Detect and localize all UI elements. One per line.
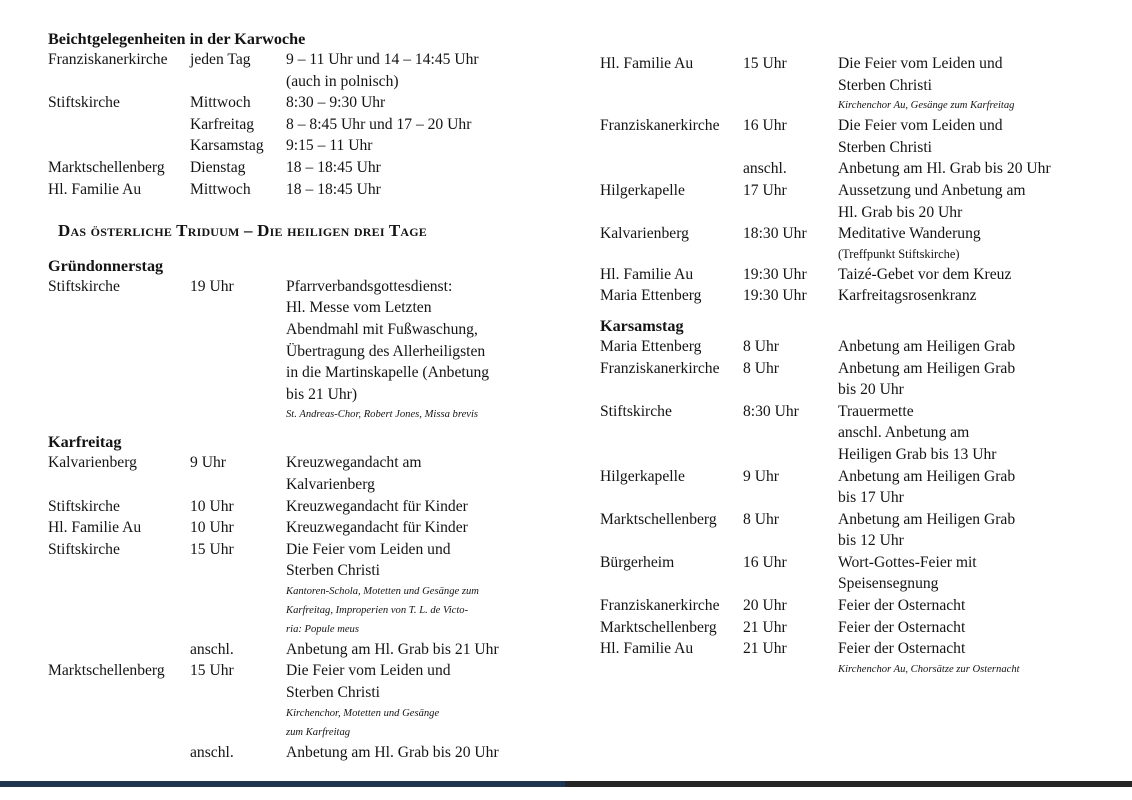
time: 16 Uhr [743,117,787,135]
schedule-row [600,617,1120,639]
time: 9 Uhr [190,454,226,472]
location: Stiftskirche [48,540,120,558]
description-line: Abendmahl mit Fußwaschung, [286,320,478,338]
location: Marktschellenberg [48,158,165,176]
description [286,179,546,201]
schedule-row [48,114,548,136]
description [286,639,546,661]
time: Karsamstag [190,137,264,155]
schedule-row [48,92,548,114]
description [838,617,1118,639]
location [48,742,190,764]
description-line: Die Feier vom Leiden und [838,55,1003,72]
description-line: bis 17 Uhr [838,489,904,507]
time: 8 Uhr [743,337,779,355]
time: 8 Uhr [743,510,779,528]
description-line: (auch in polnisch) [286,72,399,90]
description-line: Anbetung am Hl. Grab bis 20 Uhr [838,160,1051,178]
location: Stiftskirche [48,277,120,295]
time: 21 Uhr [743,618,787,636]
schedule-row [600,358,1120,401]
time: 10 Uhr [190,519,234,537]
location: Franziskanerkirche [600,359,720,377]
description [838,336,1118,358]
location: Kalvarienberg [48,454,137,472]
location: Kalvarienberg [600,225,689,243]
gruendonnerstag-schedule [48,276,548,425]
schedule-row [600,509,1120,552]
location [600,158,743,180]
description [838,509,1118,552]
description [286,135,546,157]
time: jeden Tag [190,51,251,68]
description-line: bis 12 Uhr [838,532,904,550]
description [838,638,1118,679]
description-line: Sterben Christi [286,562,380,580]
location: Marktschellenberg [600,618,717,636]
location: Stiftskirche [48,497,120,515]
schedule-row [48,276,548,425]
music-note: Karfreitag, Improperien von T. L. de Victo- [286,604,469,616]
location: Maria Ettenberg [600,337,702,355]
schedule-row [48,452,548,495]
description [838,552,1118,595]
description [286,49,546,92]
description-line: Feier der Osternacht [838,618,966,636]
time: 15 Uhr [190,662,234,680]
schedule-row [600,223,1120,264]
description [838,158,1118,180]
description [286,157,546,179]
music-note: Kirchenchor, Motetten und Gesänge [286,707,440,719]
right-column [600,0,1120,679]
description-line: Pfarrverbandsgottesdienst: [286,277,453,295]
time: Mittwoch [190,180,251,198]
confession-heading: Beichtgelegenheiten in der Karwoche [48,30,306,48]
footer-bar-right [565,781,1132,787]
schedule-row [48,135,548,157]
footer-bar-left [0,781,565,787]
location: Hl. Familie Au [600,265,694,283]
description-line: Sterben Christi [838,76,932,94]
schedule-row [48,157,548,179]
description [286,452,546,495]
schedule-row [600,180,1120,223]
description-line: Feier der Osternacht [838,640,966,658]
time: 10 Uhr [190,497,234,515]
location: Hl. Familie Au [600,55,694,72]
time: 8:30 Uhr [743,402,799,420]
schedule-row [48,660,548,741]
schedule-row [600,595,1120,617]
description [838,401,1118,466]
description [838,223,1118,264]
time: 17 Uhr [743,181,787,199]
description [286,742,546,764]
description-line: Karfreitagsrosenkranz [838,287,977,305]
time: Karfreitag [190,115,255,133]
description [838,115,1118,158]
schedule-row [600,336,1120,358]
description-line: Kreuzwegandacht für Kinder [286,519,468,537]
location: Hl. Familie Au [600,640,694,658]
description-line: Die Feier vom Leiden und [286,540,451,558]
description-line: Die Feier vom Leiden und [838,117,1003,135]
location: Marktschellenberg [600,510,717,528]
description-line: Kreuzwegandacht für Kinder [286,497,468,515]
time: anschl. [190,743,234,761]
description-line: Aussetzung und Anbetung am [838,181,1026,199]
time: 15 Uhr [190,540,234,558]
description [286,660,546,741]
description-line: Anbetung am Heiligen Grab [838,337,1016,355]
description-line: Anbetung am Heiligen Grab [838,467,1016,485]
location [48,114,190,136]
time: anschl. [190,640,234,658]
description-line: Kreuzwegandacht am [286,454,422,472]
description-line: Sterben Christi [286,684,380,702]
description [286,496,546,518]
location [48,639,190,661]
time: 8 Uhr [743,359,779,377]
description-line: Feier der Osternacht [838,597,966,615]
description-line: Anbetung am Heiligen Grab [838,510,1016,528]
schedule-row [48,179,548,201]
music-note: zum Karfreitag [286,726,351,738]
description [838,595,1118,617]
description-line: Speisensegnung [838,575,939,593]
description [838,285,1118,307]
schedule-row [600,158,1120,180]
description-line: Anbetung am Hl. Grab bis 21 Uhr [286,640,499,658]
schedule-row [600,552,1120,595]
music-note: St. Andreas-Chor, Robert Jones, Missa brevis [286,409,479,421]
description [286,539,546,639]
location [48,135,190,157]
description-line: Heiligen Grab bis 13 Uhr [838,445,997,463]
music-note: Kirchenchor Au, Gesänge zum Karfreitag [838,100,1015,112]
time: 19:30 Uhr [743,287,807,305]
karfreitag-schedule-continued [600,53,1120,307]
description-line: bis 21 Uhr) [286,385,358,403]
description [286,276,546,425]
left-column [48,0,548,763]
time: 18:30 Uhr [743,225,807,243]
location: Hl. Familie Au [48,180,142,198]
schedule-row [600,285,1120,307]
schedule-row [600,638,1120,679]
description-line: Meditative Wanderung [838,225,981,243]
description [838,53,1118,115]
schedule-row [600,53,1120,115]
description [838,358,1118,401]
location: Hl. Familie Au [48,519,142,537]
description-line: Sterben Christi [838,138,932,156]
description-line: 18 – 18:45 Uhr [286,158,381,176]
description [838,264,1118,286]
time: Dienstag [190,158,246,176]
description-line: Anbetung am Hl. Grab bis 20 Uhr [286,743,499,761]
description [838,466,1118,509]
description [286,114,546,136]
schedule-row [48,539,548,639]
schedule-row [48,517,548,539]
description-line: Kalvarienberg [286,475,375,493]
time: 19:30 Uhr [743,265,807,283]
description-line: 9 – 11 Uhr und 14 – 14:45 Uhr [286,51,479,68]
schedule-row [600,264,1120,286]
description-line: Übertragung des Allerheiligsten [286,342,486,360]
music-note: Kantoren-Schola, Motetten und Gesänge zum [286,585,479,597]
karsamstag-heading: Karsamstag [600,316,684,335]
time: 20 Uhr [743,597,787,615]
location: Bürgerheim [600,553,675,571]
meeting-point-note: (Treffpunkt Stiftskirche) [838,246,960,261]
location: Franziskanerkirche [600,597,720,615]
karfreitag-heading: Karfreitag [48,433,122,452]
location: Franziskanerkirche [48,51,168,68]
location: Stiftskirche [48,94,120,112]
schedule-row [600,401,1120,466]
description-line: anschl. Anbetung am [838,424,970,442]
description-line: Die Feier vom Leiden und [286,662,451,680]
time: 9 Uhr [743,467,779,485]
location: Stiftskirche [600,402,672,420]
music-note: Kirchenchor Au, Chorsätze zur Osternacht [838,663,1020,675]
description [838,180,1118,223]
schedule-row [48,49,548,92]
location: Maria Ettenberg [600,287,702,305]
description-line: 18 – 18:45 Uhr [286,180,381,198]
location: Hilgerkapelle [600,181,685,199]
schedule-row [48,742,548,764]
time: 15 Uhr [743,55,787,72]
description-line: bis 20 Uhr [838,381,904,399]
schedule-row [600,466,1120,509]
location: Marktschellenberg [48,662,165,680]
schedule-row [48,639,548,661]
confession-schedule [48,49,548,200]
location: Franziskanerkirche [600,117,720,135]
karsamstag-schedule [600,336,1120,679]
triduum-title: Das österliche Triduum – Die heiligen drei Tage [58,221,427,241]
description [286,92,546,114]
description-line: Taizé-Gebet vor dem Kreuz [838,265,1012,283]
karfreitag-schedule [48,452,548,763]
description-line: 8 – 8:45 Uhr und 17 – 20 Uhr [286,115,472,133]
description-line: 9:15 – 11 Uhr [286,137,373,155]
description-line: in die Martinskapelle (Anbetung [286,364,490,382]
time: 21 Uhr [743,640,787,658]
time: 19 Uhr [190,277,234,295]
description-line: Hl. Grab bis 20 Uhr [838,203,963,221]
time: Mittwoch [190,94,251,112]
description-line: Anbetung am Heiligen Grab [838,359,1016,377]
music-note: ria: Popule meus [286,623,359,635]
time: anschl. [743,160,787,178]
location: Hilgerkapelle [600,467,685,485]
time: 16 Uhr [743,553,787,571]
description-line: Hl. Messe vom Letzten [286,299,432,317]
schedule-row [600,115,1120,158]
description-line: Trauermette [838,402,914,420]
description [286,517,546,539]
gruendonnerstag-heading: Gründonnerstag [48,256,164,275]
schedule-row [48,496,548,518]
description-line: Wort-Gottes-Feier mit [838,553,977,571]
description-line: 8:30 – 9:30 Uhr [286,94,386,112]
